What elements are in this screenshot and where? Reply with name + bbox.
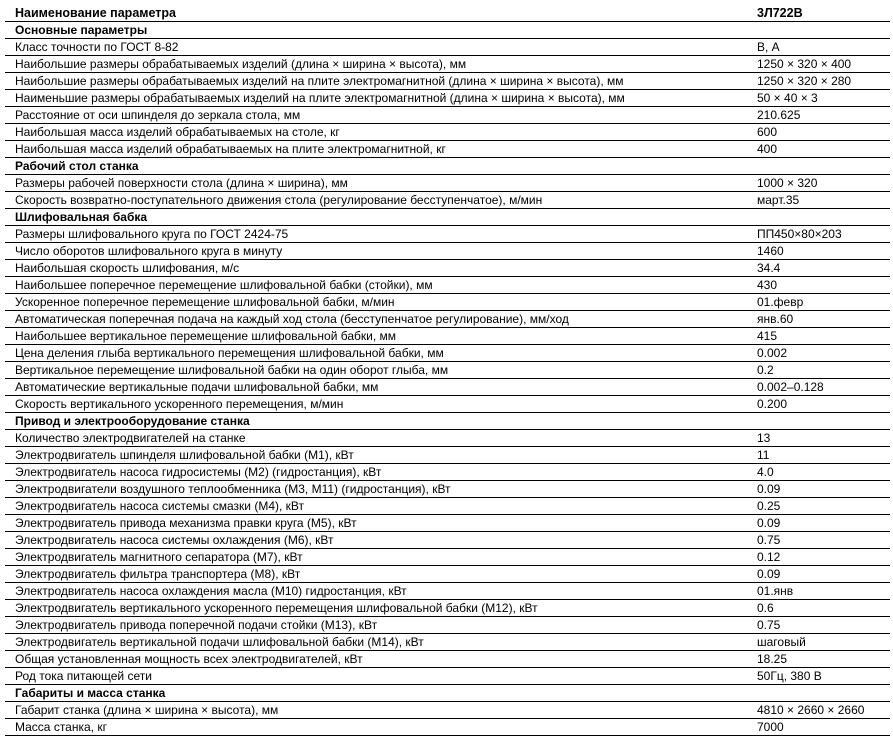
param-value-cell <box>747 158 890 175</box>
table-row <box>5 549 890 566</box>
param-name-cell: Расстояние от оси шпинделя до зеркала стола, мм <box>5 107 747 124</box>
param-name-cell: Скорость вертикального ускоренного перемещения, м/мин <box>5 396 747 413</box>
param-value-cell <box>747 685 890 702</box>
section-title: Основные параметры <box>5 22 747 39</box>
param-name-cell: Электродвигатель насоса гидросистемы (М2) (гидростанция), кВт <box>5 464 747 481</box>
table-row <box>5 141 890 158</box>
table-row <box>5 56 890 73</box>
table-row <box>5 379 890 396</box>
param-value-cell <box>747 22 890 39</box>
section-row <box>5 158 890 175</box>
param-value-cell: В, А <box>747 39 890 56</box>
table-row <box>5 447 890 464</box>
param-name-cell: Размеры рабочей поверхности стола (длина × ширина), мм <box>5 175 747 192</box>
param-value-cell: 0.200 <box>747 396 890 413</box>
table-row <box>5 634 890 651</box>
param-name-cell: Вертикальное перемещение шлифовальной бабки на один оборот глыба, мм <box>5 362 747 379</box>
table-row <box>5 515 890 532</box>
section-row <box>5 685 890 702</box>
param-value-cell: 0.002–0.128 <box>747 379 890 396</box>
param-name-cell: Электродвигатель насоса системы смазки (М4), кВт <box>5 498 747 515</box>
param-name-cell: Количество электродвигателей на станке <box>5 430 747 447</box>
param-name-cell: Род тока питающей сети <box>5 668 747 685</box>
table-row <box>5 464 890 481</box>
table-row <box>5 192 890 209</box>
table-row <box>5 430 890 447</box>
param-value-cell: шаговый <box>747 634 890 651</box>
param-value-cell: 50 × 40 × 3 <box>747 90 890 107</box>
table-row <box>5 260 890 277</box>
table-row <box>5 532 890 549</box>
param-value-cell: 0.6 <box>747 600 890 617</box>
table-row <box>5 498 890 515</box>
table-row <box>5 277 890 294</box>
table-row <box>5 73 890 90</box>
table-row <box>5 702 890 719</box>
param-name-cell: Ускоренное поперечное перемещение шлифовальной бабки, м/мин <box>5 294 747 311</box>
section-title: Габариты и масса станка <box>5 685 747 702</box>
param-name-cell: Электродвигатель фильтра транспортера (М8), кВт <box>5 566 747 583</box>
param-value-cell: 0.75 <box>747 617 890 634</box>
section-row <box>5 22 890 39</box>
param-value-cell: 34.4 <box>747 260 890 277</box>
section-row <box>5 413 890 430</box>
param-value-cell: 400 <box>747 141 890 158</box>
param-value-cell: 01.янв <box>747 583 890 600</box>
table-row <box>5 583 890 600</box>
table-row <box>5 90 890 107</box>
param-name-cell: Скорость возвратно-поступательного движения стола (регулирование бесступенчатое), м/мин <box>5 192 747 209</box>
param-name-cell: Электродвигатель вертикальной подачи шлифовальной бабки (М14), кВт <box>5 634 747 651</box>
param-name-cell: Наибольшие размеры обрабатываемых изделий на плите электромагнитной (длина × ширина × высота), мм <box>5 73 747 90</box>
param-value-cell: 210.625 <box>747 107 890 124</box>
table-row <box>5 175 890 192</box>
table-row <box>5 124 890 141</box>
table-row <box>5 362 890 379</box>
table-row <box>5 668 890 685</box>
param-name-cell: Габарит станка (длина × ширина × высота), мм <box>5 702 747 719</box>
section-title: Рабочий стол станка <box>5 158 747 175</box>
table-row <box>5 226 890 243</box>
table-row <box>5 396 890 413</box>
param-name-cell: Электродвигатель вертикального ускоренного перемещения шлифовальной бабки (М12), кВт <box>5 600 747 617</box>
param-value-cell <box>747 209 890 226</box>
param-value-cell <box>747 413 890 430</box>
param-value-cell: 0.002 <box>747 345 890 362</box>
table-row <box>5 328 890 345</box>
param-name-cell: Наибольшая скорость шлифования, м/с <box>5 260 747 277</box>
param-value-cell: 600 <box>747 124 890 141</box>
param-value-cell: 7000 <box>747 719 890 736</box>
param-value-cell: 0.09 <box>747 515 890 532</box>
param-value-cell: 0.09 <box>747 566 890 583</box>
table-row <box>5 719 890 736</box>
table-row <box>5 600 890 617</box>
param-name-cell: Автоматические вертикальные подачи шлифовальной бабки, мм <box>5 379 747 396</box>
param-name-cell: Автоматическая поперечная подача на каждый ход стола (бесступенчатое регулирование), мм/ход <box>5 311 747 328</box>
param-value-cell: 0.25 <box>747 498 890 515</box>
param-name-cell: Наибольшее поперечное перемещение шлифовальной бабки (стойки), мм <box>5 277 747 294</box>
table-row <box>5 651 890 668</box>
param-name-cell: Общая установленная мощность всех электродвигателей, кВт <box>5 651 747 668</box>
spec-table <box>5 5 890 736</box>
header-param-cell: Наименование параметра <box>5 5 747 22</box>
table-row <box>5 617 890 634</box>
param-name-cell: Размеры шлифовального круга по ГОСТ 2424-75 <box>5 226 747 243</box>
param-name-cell: Электродвигатель привода механизма правки круга (М5), кВт <box>5 515 747 532</box>
param-value-cell: 50Гц, 380 В <box>747 668 890 685</box>
param-value-cell: 01.февр <box>747 294 890 311</box>
param-name-cell: Электродвигатель шпинделя шлифовальной бабки (М1), кВт <box>5 447 747 464</box>
param-value-cell: 13 <box>747 430 890 447</box>
param-name-cell: Класс точности по ГОСТ 8-82 <box>5 39 747 56</box>
param-value-cell: март.35 <box>747 192 890 209</box>
param-name-cell: Наибольшее вертикальное перемещение шлифовальной бабки, мм <box>5 328 747 345</box>
param-name-cell: Наибольшая масса изделий обрабатываемых на столе, кг <box>5 124 747 141</box>
table-row <box>5 107 890 124</box>
header-model-cell: 3Л722В <box>747 5 890 22</box>
param-value-cell: 11 <box>747 447 890 464</box>
param-value-cell: 4.0 <box>747 464 890 481</box>
table-row <box>5 294 890 311</box>
param-name-cell: Электродвигатель привода поперечной подачи стойки (М13), кВт <box>5 617 747 634</box>
param-name-cell: Электродвигатель насоса системы охлаждения (М6), кВт <box>5 532 747 549</box>
param-value-cell: янв.60 <box>747 311 890 328</box>
section-row <box>5 209 890 226</box>
param-value-cell: 0.12 <box>747 549 890 566</box>
param-value-cell: 1460 <box>747 243 890 260</box>
section-title: Привод и электрооборудование станка <box>5 413 747 430</box>
table-row <box>5 481 890 498</box>
table-row <box>5 566 890 583</box>
table-header-row <box>5 5 890 22</box>
table-row <box>5 39 890 56</box>
param-value-cell: 4810 × 2660 × 2660 <box>747 702 890 719</box>
param-value-cell: ПП450×80×203 <box>747 226 890 243</box>
param-value-cell: 430 <box>747 277 890 294</box>
param-name-cell: Число оборотов шлифовального круга в минуту <box>5 243 747 260</box>
param-name-cell: Наименьшие размеры обрабатываемых изделий на плите электромагнитной (длина × ширина × высота), мм <box>5 90 747 107</box>
param-value-cell: 1250 × 320 × 280 <box>747 73 890 90</box>
section-title: Шлифовальная бабка <box>5 209 747 226</box>
param-name-cell: Масса станка, кг <box>5 719 747 736</box>
param-name-cell: Наибольшие размеры обрабатываемых изделий (длина × ширина × высота), мм <box>5 56 747 73</box>
param-name-cell: Электродвигатель магнитного сепаратора (М7), кВт <box>5 549 747 566</box>
param-name-cell: Электродвигатели воздушного теплообменника (М3, М11) (гидростанция), кВт <box>5 481 747 498</box>
param-value-cell: 18.25 <box>747 651 890 668</box>
table-row <box>5 345 890 362</box>
param-value-cell: 1000 × 320 <box>747 175 890 192</box>
param-value-cell: 0.09 <box>747 481 890 498</box>
param-value-cell: 0.2 <box>747 362 890 379</box>
param-value-cell: 415 <box>747 328 890 345</box>
param-name-cell: Цена деления глыба вертикального перемещения шлифовальной бабки, мм <box>5 345 747 362</box>
param-value-cell: 0.75 <box>747 532 890 549</box>
param-name-cell: Наибольшая масса изделий обрабатываемых на плите электромагнитной, кг <box>5 141 747 158</box>
table-row <box>5 243 890 260</box>
param-name-cell: Электродвигатель насоса охлаждения масла (М10) гидростанция, кВт <box>5 583 747 600</box>
table-row <box>5 311 890 328</box>
param-value-cell: 1250 × 320 × 400 <box>747 56 890 73</box>
